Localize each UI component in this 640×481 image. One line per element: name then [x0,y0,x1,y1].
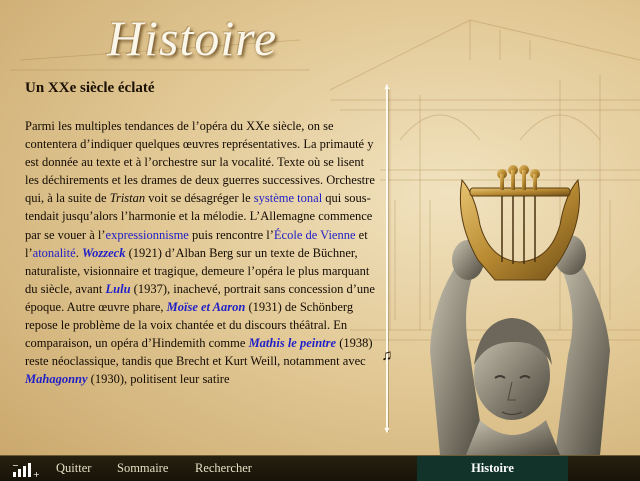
opera-work-link[interactable]: Lulu [105,281,131,296]
page-title: Histoire [107,10,278,66]
scrollbar-track[interactable] [386,86,388,432]
article-italic-title: Tristan [109,191,146,206]
article-text-run: qui sous-tendait jusqu’alors l’harmonie et la mélodie. L’Allemagne commence par se vouer à l’ [25,191,373,242]
summary-button[interactable]: Sommaire [117,461,169,475]
current-section-tab[interactable]: Histoire [417,456,568,481]
article-text-run: et l’ [25,227,368,260]
volume-bars-icon[interactable] [12,460,38,478]
section-heading: Un XXe siècle éclaté [25,80,155,96]
article-text-run: (1931) de Schönberg repose le problème de la voix chantée et du discours théâtral. En comparaison, un opéra d’Hindemith comme [25,299,354,351]
opera-work-link[interactable]: Mahagonny [25,372,88,387]
svg-text:+: + [33,470,40,479]
scroll-up-arrow-icon[interactable]: ▲ [382,81,392,91]
opera-work-link[interactable]: Mathis le peintre [248,336,337,351]
article-text-run: voit se désagréger le [145,191,254,206]
article-text-run: (1921) d’Alban Berg sur un texte de Büchner, naturaliste, visionnaire et tragique, demeure l’opéra le plus marquant du siècle, avant [25,245,370,296]
opera-work-link[interactable]: Wozzeck [81,245,126,260]
statue-with-lyre-image [400,150,640,455]
article-text-run: (1938) reste néoclassique, tandis que Brecht et Kurt Weill, notamment avec [25,336,373,369]
glossary-link[interactable]: atonalité [32,245,76,260]
glossary-link[interactable]: expressionnisme [105,227,189,242]
scrollbar-thumb-music-note-icon[interactable]: ♫ [381,348,393,364]
search-button[interactable]: Rechercher [195,461,252,475]
glossary-link[interactable]: système tonal [253,191,323,206]
article-text-run: (1930), politisent leur satire [87,372,230,387]
article-text [25,117,380,441]
bottom-toolbar [0,455,640,481]
article-text-run: . [75,245,82,260]
quit-button[interactable]: Quitter [56,461,92,475]
opera-work-link[interactable]: Moïse et Aaron [166,299,246,314]
svg-text:−: − [12,461,19,470]
article-text-run: (1937), inachevé, portrait sans concession d’une époque. Autre œuvre phare, [25,281,375,314]
article-text-run: Parmi les multiples tendances de l’opéra du XXe siècle, on se contentera d’indiquer quelques œuvres représentatives. La primauté y est donnée au texte et à l’orchestre sur la vocalité. Texte où se lisent les déchirements et les drames de deux guerres successives. Orchestre qui, à la suite de [25,119,375,206]
scroll-down-arrow-icon[interactable]: ▼ [382,425,392,435]
article-text-run: puis rencontre l’ [188,227,274,242]
glossary-link[interactable]: École de Vienne [273,227,356,242]
